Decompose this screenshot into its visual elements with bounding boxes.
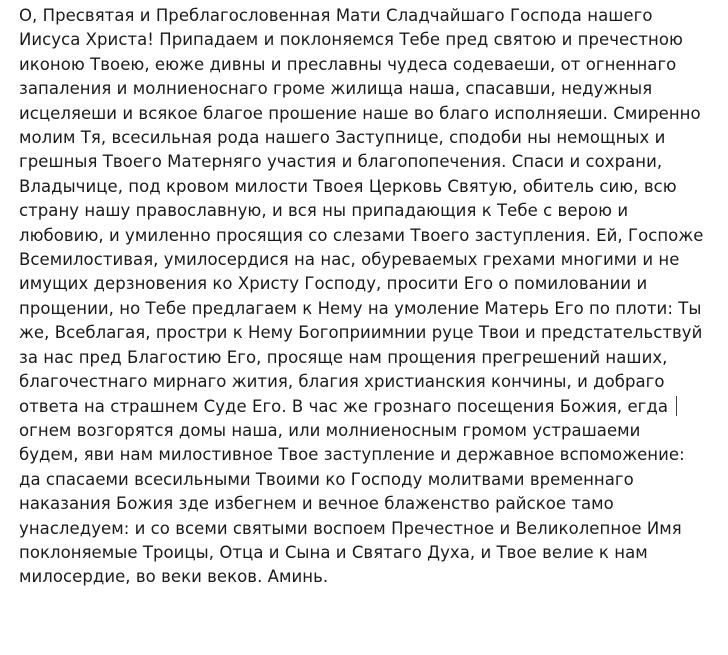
text-line: страну нашу православную, и вся ны припадающия к Тебе с верою и [19,201,629,221]
text-line: огнем возгорятся домы наша, или молниеносным громом устрашаеми [19,420,641,440]
text-line: имущих дерзновения ко Христу Господу, просити Его о помиловании и [19,274,648,294]
text-line [19,395,719,419]
text-line: благочестнаго мирнаго жития, благия христианския кончины, и добраго [19,372,665,392]
text-line: поклоняемые Троицы, Отца и Сына и Святаго Духа, и Твое велие к нам [19,542,648,562]
text-line: запаления и молниеноснаго громе жилища наша, спасавши, недужныя [19,79,653,99]
text-line: грешныя Твоего Матерняго участия и благопопечения. Спаси и сохрани, [19,152,663,172]
text-line: прощении, но Тебе предлагаем к Нему на умоление Матерь Его по плоти: Ты [19,298,702,318]
text-line: за нас пред Благостию Его, просяще нам прощения прегрешений наших, [19,347,668,367]
text-line: иконою Твоею, еюже дивны и преславны чудеса содеваеши, от огненнаго [19,54,677,74]
text-line: исцеляеши и всякое благое прошение наше во благо исполняеши. Смиренно [19,103,701,123]
text-line: Иисуса Христа! Припадаем и поклоняемся Тебе пред святою и пречестною [19,30,683,50]
text-line: же, Всеблагая, простри к Нему Богоприимнии руце Твои и предстательствуй [19,323,703,343]
text-line: молим Тя, всесильная рода нашего Заступнице, сподоби ны немощных и [19,128,666,148]
text-line: будем, яви нам милостивное Твое заступление и державное вспоможение: [19,445,685,465]
text-cursor [676,396,677,416]
text-line: Всемилостивая, умилосердися на нас, обуреваемых грехами многими и не [19,250,680,270]
text-line: унаследуем: и со всеми святыми воспоем Пречестное и Великолепное Имя [19,518,682,538]
text-line-content: ответа на страшнем Суде Его. В час же грознаго посещения Божия, егда [19,396,669,416]
text-line: Владычице, под кровом милости Твоея Церковь Святую, обитель сию, всю [19,176,677,196]
text-line: О, Пресвятая и Преблагословенная Мати Сладчайшаго Господа нашего [19,6,653,25]
text-line: любовию, и умиленно просящия со слезами Твоего заступления. Ей, Госпоже [19,225,704,245]
prayer-text [19,0,719,590]
text-line: наказания Божия зде избегнем и вечное блаженство райское тамо [19,494,614,514]
text-line: да спасаеми всесильными Твоими ко Господу молитвами временнаго [19,469,634,489]
text-line: милосердие, во веки веков. Аминь. [19,567,329,587]
